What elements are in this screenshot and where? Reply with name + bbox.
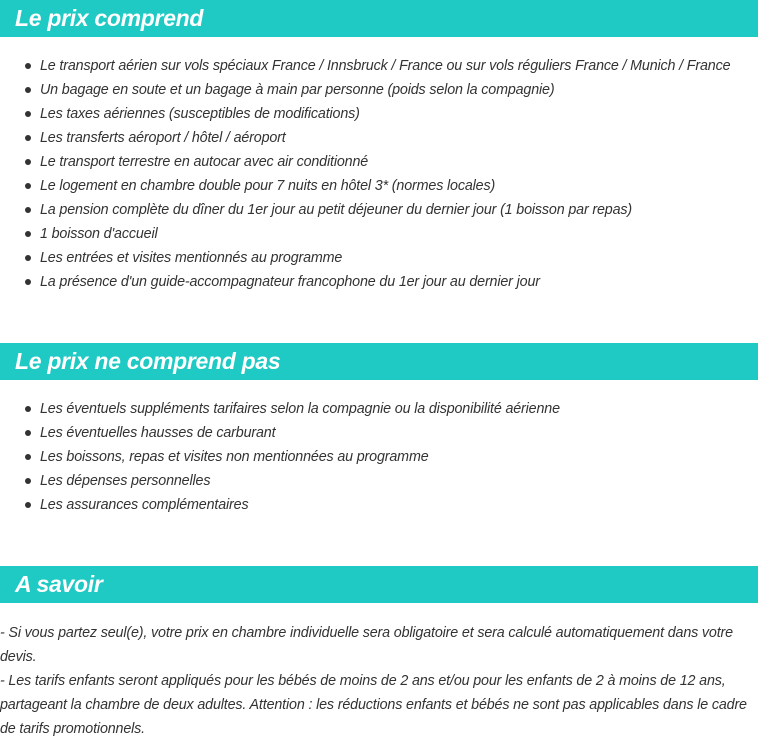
bullet-icon — [25, 87, 31, 93]
list-item — [0, 222, 730, 246]
bullet-icon — [25, 430, 31, 436]
bullet-icon — [25, 406, 31, 412]
list-item — [0, 493, 560, 517]
list-item — [0, 78, 730, 102]
list-item-text: Le transport terrestre en autocar avec air conditionné — [40, 154, 369, 170]
bullet-icon — [25, 63, 31, 69]
included-section-title: Le prix comprend — [15, 5, 204, 31]
bullet-icon — [25, 135, 31, 141]
list-item-text: Les dépenses personnelles — [40, 473, 211, 489]
excluded-section-title: Le prix ne comprend pas — [15, 348, 281, 374]
list-item-text: Les boissons, repas et visites non mentionnées au programme — [40, 449, 429, 465]
list-item — [0, 174, 730, 198]
list-item — [0, 126, 730, 150]
list-item-text: Les éventuelles hausses de carburant — [40, 425, 276, 441]
list-item — [0, 102, 730, 126]
bullet-icon — [25, 478, 31, 484]
list-item-text: Le transport aérien sur vols spéciaux France / Innsbruck / France ou sur vols réguliers France / Munich / France — [40, 58, 731, 74]
included-section-header — [0, 0, 758, 37]
list-item-text: Le logement en chambre double pour 7 nuits en hôtel 3* (normes locales) — [40, 178, 496, 194]
bullet-icon — [25, 111, 31, 117]
list-item-text: La pension complète du dîner du 1er jour au petit déjeuner du dernier jour (1 boisson par repas) — [40, 202, 633, 218]
list-item-text: 1 boisson d'accueil — [40, 226, 158, 242]
included-list — [0, 54, 730, 294]
bullet-icon — [25, 454, 31, 460]
list-item — [0, 469, 560, 493]
list-item — [0, 445, 560, 469]
savoir-paragraph: - Si vous partez seul(e), votre prix en chambre individuelle sera obligatoire et sera calculé automatiquement dans votre devis. — [0, 625, 733, 665]
list-item — [0, 150, 730, 174]
bullet-icon — [25, 183, 31, 189]
bullet-icon — [25, 502, 31, 508]
list-item-text: La présence d'un guide-accompagnateur francophone du 1er jour au dernier jour — [40, 274, 540, 290]
bullet-icon — [25, 255, 31, 261]
savoir-text — [0, 621, 752, 741]
bullet-icon — [25, 279, 31, 285]
list-item-text: Les transferts aéroport / hôtel / aéroport — [40, 130, 286, 146]
list-item — [0, 54, 730, 78]
excluded-list — [0, 397, 560, 517]
bullet-icon — [25, 231, 31, 237]
bullet-icon — [25, 207, 31, 213]
bullet-icon — [25, 159, 31, 165]
list-item — [0, 270, 730, 294]
list-item-text: Les entrées et visites mentionnés au programme — [40, 250, 343, 266]
list-item-text: Un bagage en soute et un bagage à main par personne (poids selon la compagnie) — [40, 82, 555, 98]
list-item — [0, 198, 730, 222]
list-item — [0, 421, 560, 445]
savoir-section-title: A savoir — [15, 571, 103, 597]
list-item — [0, 397, 560, 421]
savoir-section-header — [0, 566, 758, 603]
list-item-text: Les taxes aériennes (susceptibles de modifications) — [40, 106, 360, 122]
list-item-text: Les assurances complémentaires — [40, 497, 249, 513]
list-item — [0, 246, 730, 270]
savoir-paragraph: - Les tarifs enfants seront appliqués pour les bébés de moins de 2 ans et/ou pour les enfants de 2 à moins de 12 ans, partageant la chambre de deux adultes. Attention : les réductions enfants et bébés ne sont pas applicables dans le cadre de tarifs promotionnels. — [0, 673, 747, 737]
list-item-text: Les éventuels suppléments tarifaires selon la compagnie ou la disponibilité aérienne — [40, 401, 560, 417]
excluded-section-header — [0, 343, 758, 380]
